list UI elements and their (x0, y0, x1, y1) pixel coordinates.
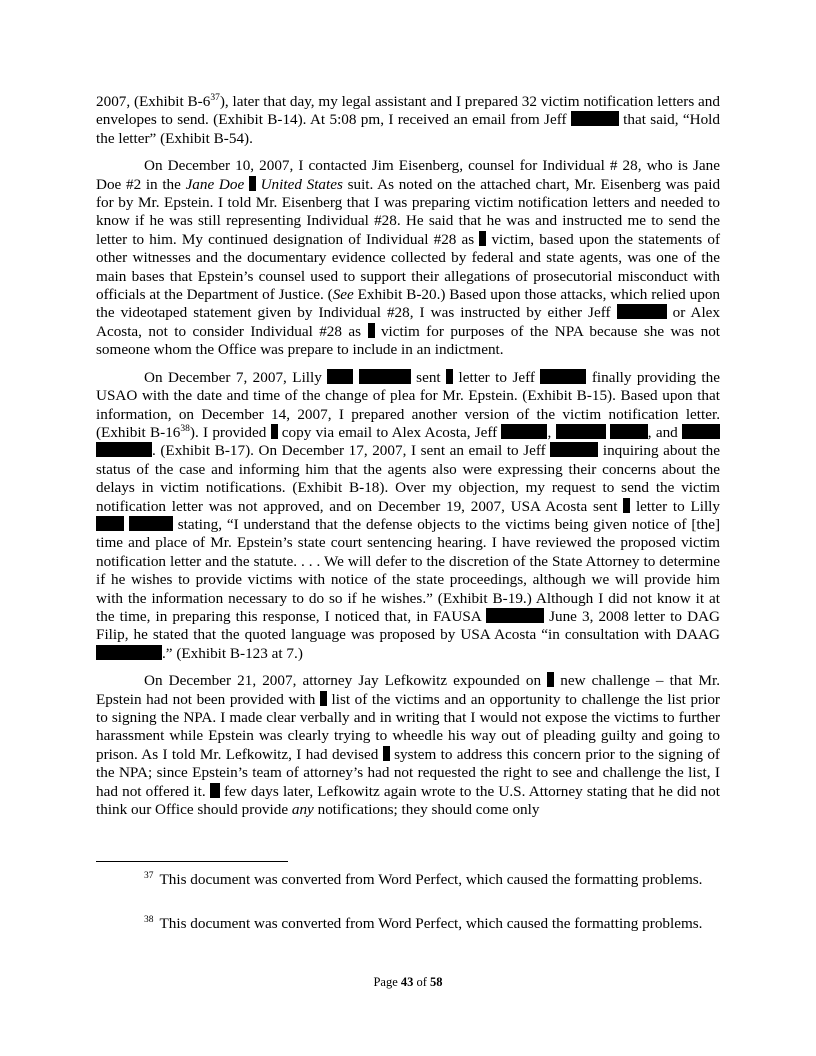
paragraph-2: On December 10, 2007, I contacted Jim Eisenberg, counsel for Individual # 28, who is Jane Doe #2 in the Jane Doe United States suit. As noted on the attached chart, Mr. Eisenberg was paid for by Mr. Epstein. I told Mr. Eisenberg that I was preparing victim notification letters and needed to know if he was still representing Individual #28. He said that he was and instructed me to send the letter to him. My continued designation of Individual #28 as victim, based upon the statements of other witnesses and the documentary evidence collected by federal and state agents, was one of the main bases that Epstein’s counsel used to support their allegations of prosecutorial misconduct with officials at the Department of Justice. (See Exhibit B-20.) Based upon those attacks, which relied upon the videotaped statement given by Individual #28, I was instructed by either Jeff or Alex Acosta, not to consider Individual #28 as victim for purposes of the NPA because she was not someone whom the Office was prepare to include in an indictment. (96, 157, 721, 359)
redaction-box (383, 746, 390, 761)
redaction-box (249, 176, 256, 191)
paragraph-3: On December 7, 2007, Lilly sent letter to Jeff finally providing the USAO with the date and time of the change of plea for Mr. Epstein. (Exhibit B-15). Based upon that information, on December 14, 2007, I prepared another version of the victim notification letter. (Exhibit $B-16^{38}$). I provided copy via email to Alex Acosta, Jeff , , and . (Exhibit B-17). On December 17, 2007, I sent an email to Jeff inquiring about the status of the case and informing him that the agents also were expressing their concerns about the delays in victim notifications. (Exhibit B-18). Over my objection, my request to send the victim notification letter was not approved, and on December 19, 2007, USA Acosta sent letter to Lilly stating, “I understand that the defense objects to the victims being given notice of [the] time and place of Mr. Epstein’s state court sentencing hearing. I have reviewed the proposed victim notification letter and the statute. . . . We will defer to the discretion of the State Attorney to determine if he wishes to provide victims with notice of the state proceedings, although we will provide him with the information necessary to do so if he wishes.” (Exhibit B-19.) Although I did not know it at the time, in preparing this response, I noticed that, in FAUSA June 3, 2008 letter to DAG Filip, he stated that the quoted language was proposed by USA Acosta “in consultation with DAAG .” (Exhibit B-123 at 7.) (96, 368, 721, 662)
redaction-box (550, 442, 598, 457)
footnote-38: $^{38}$ This document was converted from Word Perfect, which caused the formatting problems. (144, 914, 703, 932)
redaction-box (327, 369, 353, 384)
paragraph-1: 2007, (Exhibit $B-6^{37}$), later that day, my legal assistant and I prepared 32 victim notification letters and envelopes to send. (Exhibit B-14). At 5:08 pm, I received an email from Jeff that said, “Hold the letter” (Exhibit B-54). (96, 92, 720, 147)
redaction-box (540, 369, 586, 384)
redaction-box (96, 516, 124, 531)
footnote-37: $^{37}$ This document was converted from Word Perfect, which caused the formatting problems. (144, 870, 703, 888)
redaction-box (368, 323, 375, 338)
page-number: Page 43 of 58 (373, 975, 443, 989)
redaction-box (571, 111, 619, 126)
redaction-box (682, 424, 720, 439)
redaction-box (359, 369, 411, 384)
redaction-box (320, 691, 327, 706)
footnote-ref-37: 37 (210, 92, 220, 103)
redaction-box (96, 645, 162, 660)
redaction-box (129, 516, 173, 531)
redaction-box (210, 783, 220, 798)
footnote-ref-38: 38 (180, 423, 190, 434)
redaction-box (617, 304, 667, 319)
document-body (96, 93, 720, 828)
redaction-box (610, 424, 648, 439)
redaction-box (271, 424, 278, 439)
paragraph-4: On December 21, 2007, attorney Jay Lefkowitz expounded on new challenge – that Mr. Epstein had not been provided with list of the victims and an opportunity to challenge the list prior to signing the NPA. I made clear verbally and in writing that I would not expose the victims to further harassment while Epstein was clearly trying to wheedle his way out of pleading guilty and going to prison. As I told Mr. Lefkowitz, I had devised system to address this concern prior to the signing of the NPA; since Epstein’s team of attorney’s had not requested the right to see and challenge the list, I had not offered it. few days later, Lefkowitz again wrote to the U.S. Attorney stating that he did not think our Office should provide any notifications; they should come only (96, 672, 720, 819)
footnote-separator (96, 861, 288, 862)
redaction-box (96, 442, 152, 457)
redaction-box (486, 608, 544, 623)
redaction-box (556, 424, 606, 439)
redaction-box (501, 424, 547, 439)
